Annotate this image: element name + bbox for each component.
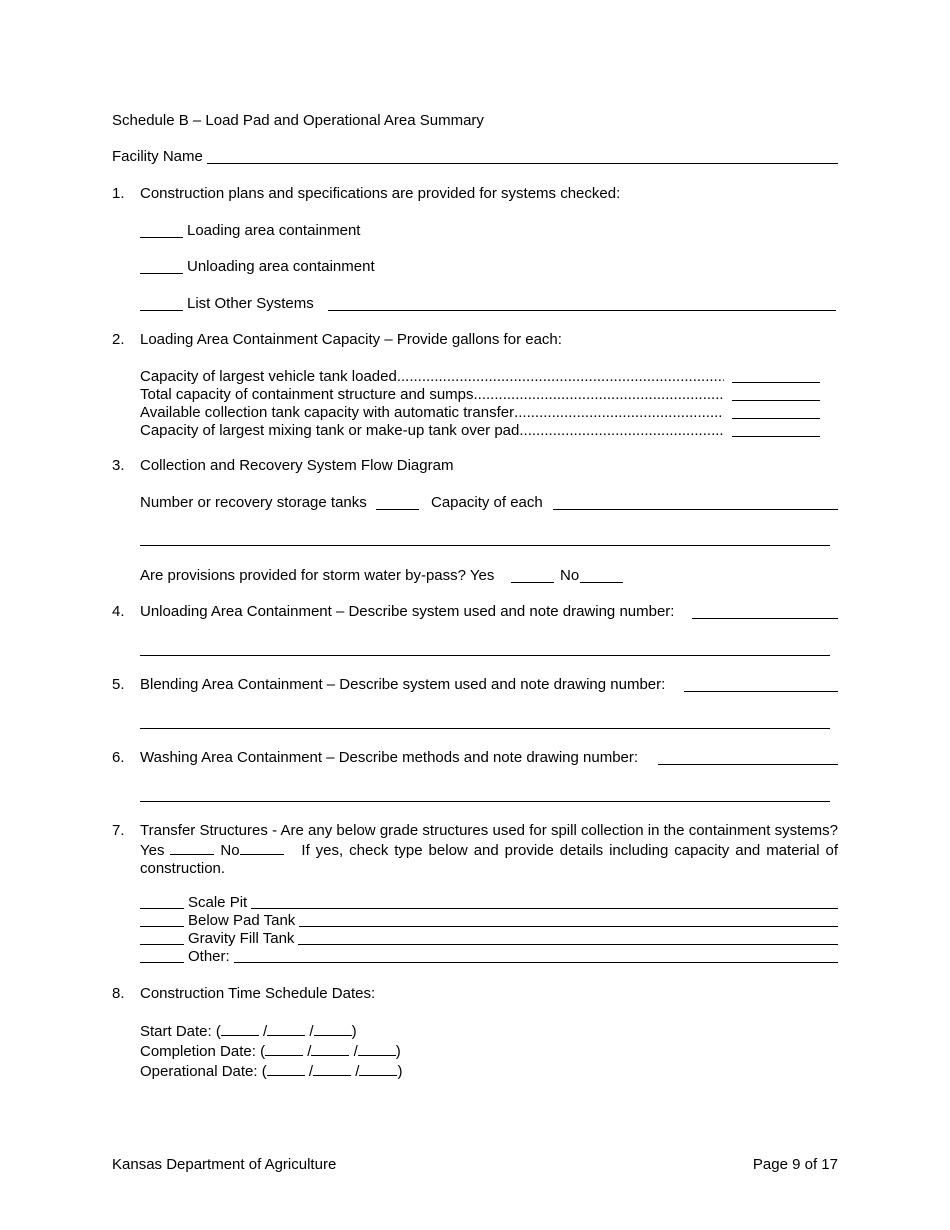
item-7-number: 7.: [112, 822, 125, 839]
date-year-field[interactable]: [358, 1041, 396, 1056]
date-day-field[interactable]: [311, 1041, 349, 1056]
other-systems-field[interactable]: [328, 310, 836, 311]
facility-name-field[interactable]: [207, 163, 838, 164]
unloading-drawing-field[interactable]: [692, 618, 838, 619]
date-day-field[interactable]: [267, 1021, 305, 1036]
capacity-row-label: Total capacity of containment structure and sumps: [140, 386, 474, 403]
footer-agency: Kansas Department of Agriculture: [112, 1156, 337, 1173]
structure-type-label: Scale Pit: [188, 894, 248, 911]
unloading-area-label: Unloading area containment: [187, 258, 375, 275]
date-label: Completion Date:: [140, 1043, 256, 1060]
item-1-text: Construction plans and specifications are provided for systems checked:: [140, 185, 621, 202]
capacity-field[interactable]: [732, 404, 820, 419]
structures-yes-field[interactable]: [170, 840, 214, 855]
schedule-dates: [140, 1021, 402, 1081]
bypass-question: Are provisions provided for storm water by-pass? Yes: [140, 567, 495, 584]
capacity-row: [140, 422, 820, 440]
flow-diagram-line[interactable]: [140, 545, 830, 546]
date-year-field[interactable]: [359, 1061, 397, 1076]
blending-description-line[interactable]: [140, 728, 830, 729]
structure-details-field[interactable]: [234, 948, 838, 963]
capacity-row-label: Capacity of largest vehicle tank loaded: [140, 368, 397, 385]
structures-no-label: No: [220, 842, 240, 859]
structure-type-label: Below Pad Tank: [188, 912, 296, 929]
item-7-question: Transfer Structures - Are any below grade structures used for spill collection in the containment systems? Yes: [140, 822, 838, 859]
washing-description-line[interactable]: [140, 801, 830, 802]
item-8-number: 8.: [112, 985, 125, 1002]
page-title: Schedule B – Load Pad and Operational Area Summary: [112, 112, 484, 129]
capacity-each-label: Capacity of each: [431, 494, 543, 511]
date-month-field[interactable]: [265, 1041, 303, 1056]
blending-drawing-field[interactable]: [684, 691, 838, 692]
item-5-number: 5.: [112, 676, 125, 693]
item-7-instructions: If yes, check type below and provide details including capacity and material of construction.: [140, 842, 838, 877]
tanks-count-field[interactable]: [376, 509, 419, 510]
item-8-text: Construction Time Schedule Dates:: [140, 985, 376, 1002]
unloading-area-check[interactable]: [140, 273, 183, 274]
structure-check[interactable]: [140, 912, 184, 927]
item-3-text: Collection and Recovery System Flow Diagram: [140, 457, 454, 474]
loading-area-check[interactable]: [140, 237, 183, 238]
facility-name-label: Facility Name: [112, 148, 203, 165]
structure-type-label: Gravity Fill Tank: [188, 930, 295, 947]
capacity-row: [140, 386, 820, 404]
structure-details-field[interactable]: [251, 894, 838, 909]
item-4-number: 4.: [112, 603, 125, 620]
transfer-structure-row: [140, 930, 838, 948]
capacity-field[interactable]: [732, 422, 820, 437]
date-row: Operational Date: ( / / ): [140, 1063, 403, 1080]
capacity-row-label: Available collection tank capacity with automatic transfer: [140, 404, 515, 421]
date-row: Completion Date: ( / / ): [140, 1043, 401, 1060]
structure-check[interactable]: [140, 930, 184, 945]
structure-details-field[interactable]: [299, 912, 838, 927]
transfer-structure-list: [140, 894, 838, 966]
bypass-no-field[interactable]: [580, 582, 623, 583]
date-month-field[interactable]: [221, 1021, 259, 1036]
capacity-row: [140, 404, 820, 422]
item-7-text: [140, 822, 838, 878]
date-month-field[interactable]: [267, 1061, 305, 1076]
capacity-row: [140, 368, 820, 386]
structure-check[interactable]: [140, 894, 184, 909]
other-systems-label: List Other Systems: [187, 295, 314, 312]
item-1-number: 1.: [112, 185, 125, 202]
item-2-text: Loading Area Containment Capacity – Provide gallons for each:: [140, 331, 562, 348]
date-label: Operational Date:: [140, 1063, 258, 1080]
structure-check[interactable]: [140, 948, 184, 963]
tanks-label: Number or recovery storage tanks: [140, 494, 367, 511]
capacity-field[interactable]: [732, 386, 820, 401]
capacity-field[interactable]: [732, 368, 820, 383]
date-label: Start Date:: [140, 1023, 212, 1040]
structures-no-field[interactable]: [240, 840, 284, 855]
item-4-text: Unloading Area Containment – Describe system used and note drawing number:: [140, 603, 675, 620]
washing-drawing-field[interactable]: [658, 764, 838, 765]
bypass-yes-field[interactable]: [511, 582, 554, 583]
item-2-number: 2.: [112, 331, 125, 348]
transfer-structure-row: [140, 894, 838, 912]
item-6-text: Washing Area Containment – Describe methods and note drawing number:: [140, 749, 639, 766]
bypass-no-label: No: [560, 567, 580, 584]
item-6-number: 6.: [112, 749, 125, 766]
capacity-each-field[interactable]: [553, 509, 838, 510]
structure-type-label: Other:: [188, 948, 230, 965]
loading-area-label: Loading area containment: [187, 222, 361, 239]
unloading-description-line[interactable]: [140, 655, 830, 656]
other-systems-check[interactable]: [140, 310, 183, 311]
item-3-number: 3.: [112, 457, 125, 474]
date-day-field[interactable]: [313, 1061, 351, 1076]
date-year-field[interactable]: [314, 1021, 352, 1036]
item-5-text: Blending Area Containment – Describe system used and note drawing number:: [140, 676, 666, 693]
transfer-structure-row: [140, 912, 838, 930]
structure-details-field[interactable]: [298, 930, 838, 945]
date-row: Start Date: ( / / ): [140, 1023, 357, 1040]
capacity-row-label: Capacity of largest mixing tank or make-up tank over pad: [140, 422, 520, 439]
footer-page-number: Page 9 of 17: [752, 1156, 838, 1173]
transfer-structure-row: [140, 948, 838, 966]
capacity-list: [140, 368, 820, 440]
